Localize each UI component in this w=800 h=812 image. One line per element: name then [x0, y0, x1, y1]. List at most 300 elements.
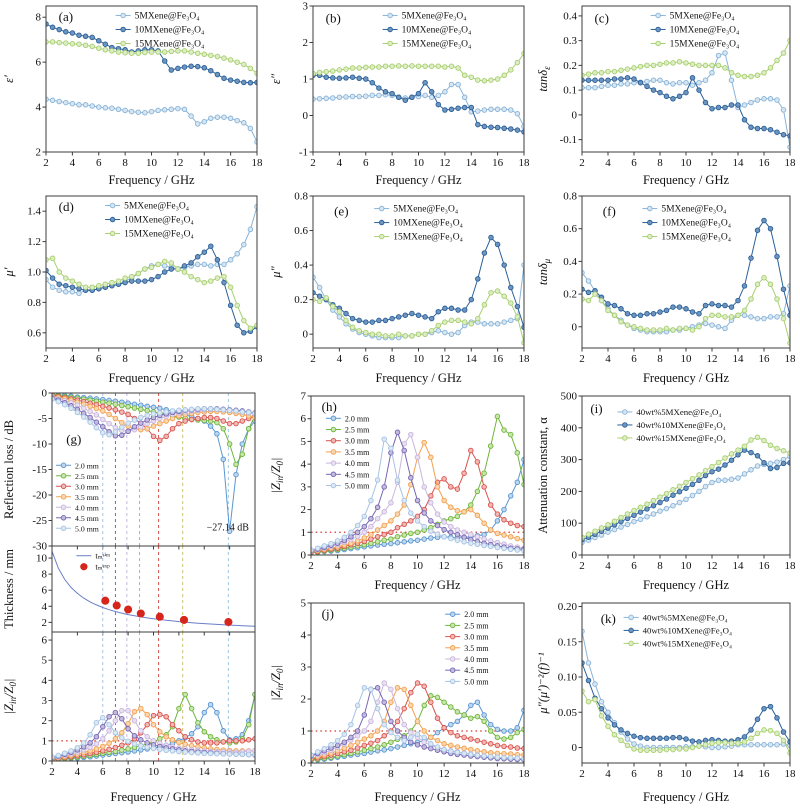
data-point: [158, 747, 163, 752]
data-point: [101, 404, 106, 409]
data-point: [443, 65, 448, 70]
data-point: [396, 332, 401, 337]
data-point: [129, 109, 134, 114]
y-tick-label: 6: [41, 584, 47, 597]
data-point: [389, 541, 394, 546]
data-point: [429, 64, 434, 69]
data-point: [495, 322, 500, 327]
data-point: [383, 334, 388, 339]
data-point: [612, 303, 617, 308]
data-point: [456, 66, 461, 71]
data-point: [189, 732, 194, 737]
data-point: [94, 735, 99, 740]
x-tick-label: 18: [251, 353, 263, 365]
data-point: [215, 432, 220, 437]
data-point: [390, 91, 395, 96]
legend-label: 2.0 mm: [344, 414, 370, 424]
data-point: [645, 328, 650, 333]
data-point: [716, 53, 721, 58]
data-point: [710, 323, 715, 328]
x-tick-label: 14: [465, 768, 477, 780]
data-point: [435, 716, 440, 721]
data-point: [677, 305, 682, 310]
data-point: [324, 96, 329, 101]
data-point: [329, 541, 334, 546]
data-point: [435, 512, 440, 517]
data-point: [410, 311, 415, 316]
data-point: [749, 315, 754, 320]
data-point: [88, 741, 93, 746]
data-point: [423, 93, 428, 98]
plot-area: [580, 38, 793, 149]
data-point: [690, 83, 695, 88]
data-point: [502, 428, 507, 433]
data-point: [599, 71, 604, 76]
x-tick-label: 8: [389, 157, 395, 169]
panel-letter: (a): [58, 8, 74, 24]
data-point: [375, 738, 380, 743]
y-axis-label: ε″: [269, 73, 283, 85]
legend-marker: [450, 634, 455, 639]
legend-marker: [656, 27, 661, 32]
data-point: [415, 732, 420, 737]
data-point: [77, 33, 82, 38]
data-point: [180, 616, 187, 623]
data-point: [113, 430, 118, 435]
data-point: [736, 73, 741, 78]
data-point: [123, 108, 128, 113]
x-tick-label: 14: [198, 766, 210, 778]
data-point: [625, 76, 630, 81]
data-point: [449, 107, 454, 112]
data-point: [455, 532, 460, 537]
data-point: [389, 537, 394, 542]
data-point: [382, 485, 387, 490]
data-point: [703, 484, 708, 489]
data-point: [697, 63, 702, 68]
plot-area: [580, 432, 793, 545]
data-point: [221, 419, 226, 424]
data-point: [416, 64, 421, 69]
data-point: [222, 262, 227, 267]
legend-marker: [623, 423, 628, 428]
data-point: [716, 745, 721, 750]
data-point: [83, 285, 88, 290]
data-point: [331, 304, 336, 309]
legend-marker: [331, 438, 336, 443]
legend-marker: [450, 612, 455, 617]
data-point: [101, 424, 106, 429]
data-point: [422, 440, 427, 445]
data-point: [370, 332, 375, 337]
panel-letter: (g): [66, 431, 82, 447]
data-point: [475, 700, 480, 705]
data-point: [315, 750, 320, 755]
data-point: [697, 311, 702, 316]
figure-panel-j: [267, 595, 534, 812]
data-point: [240, 739, 245, 744]
data-point: [415, 498, 420, 503]
data-point: [625, 323, 630, 328]
data-point: [189, 706, 194, 711]
data-point: [469, 503, 474, 508]
data-point: [113, 745, 118, 750]
x-tick-label: 4: [336, 353, 343, 365]
data-point: [362, 514, 367, 519]
data-point: [227, 752, 232, 757]
data-point: [182, 107, 187, 112]
data-point: [145, 413, 150, 418]
data-point: [377, 318, 382, 323]
legend-label: 4.5 mm: [75, 513, 99, 523]
x-tick-label: 10: [680, 560, 692, 572]
data-point: [402, 448, 407, 453]
data-point: [651, 311, 656, 316]
data-point: [145, 735, 150, 740]
data-point: [75, 410, 80, 415]
data-point: [664, 94, 669, 99]
x-tick-label: 14: [198, 157, 210, 169]
x-tick-label: 4: [605, 768, 611, 780]
x-tick-label: 14: [732, 353, 744, 365]
data-point: [422, 537, 427, 542]
data-point: [677, 747, 682, 752]
data-point: [749, 450, 754, 455]
data-point: [242, 318, 247, 323]
legend: [383, 11, 472, 49]
legend-label: 40wt%10MXene@Fe₃O₄: [636, 419, 726, 430]
legend-label: 2.5 mm: [464, 621, 489, 631]
data-point: [225, 618, 232, 625]
x-tick-label: 6: [361, 560, 367, 572]
data-point: [151, 424, 156, 429]
data-point: [389, 730, 394, 735]
data-point: [762, 316, 767, 321]
data-point: [645, 507, 650, 512]
data-point: [370, 320, 375, 325]
data-point: [449, 524, 454, 529]
data-point: [395, 706, 400, 711]
data-point: [94, 413, 99, 418]
data-point: [475, 535, 480, 540]
data-point: [684, 480, 689, 485]
data-point: [488, 729, 493, 734]
data-point: [342, 746, 347, 751]
data-point: [196, 751, 201, 756]
data-point: [335, 738, 340, 743]
data-point: [369, 734, 374, 739]
data-point: [189, 274, 194, 279]
data-point: [586, 72, 591, 77]
x-tick-label: 16: [758, 768, 770, 780]
data-point: [469, 75, 474, 80]
data-point: [189, 261, 194, 266]
data-point: [429, 735, 434, 740]
data-point: [749, 125, 754, 130]
data-point: [126, 429, 131, 434]
y-tick-label: 3: [300, 661, 306, 674]
y-tick-label: -30: [32, 540, 47, 553]
data-point: [77, 286, 82, 291]
plot-area: [309, 681, 527, 763]
data-point: [88, 409, 93, 414]
data-point: [508, 535, 513, 540]
data-point: [196, 407, 201, 412]
x-axis-label: Frequency / GHz: [642, 578, 730, 592]
data-point: [729, 305, 734, 310]
legend-marker: [648, 206, 653, 211]
data-point: [502, 533, 507, 538]
data-point: [768, 97, 773, 102]
data-point: [775, 460, 780, 465]
data-point: [228, 116, 233, 121]
legend-label: 15MXene@Fe₃O₄: [661, 232, 732, 243]
data-point: [658, 310, 663, 315]
data-point: [349, 748, 354, 753]
data-point: [164, 714, 169, 719]
data-point: [382, 523, 387, 528]
data-point: [195, 51, 200, 56]
data-point: [90, 44, 95, 49]
data-point: [126, 412, 131, 417]
data-point: [736, 298, 741, 303]
y-tick-label: 2: [41, 715, 47, 728]
data-point: [164, 410, 169, 415]
data-point: [742, 284, 747, 289]
y-tick-label: 7: [300, 390, 306, 403]
data-point: [355, 729, 360, 734]
data-point: [599, 699, 604, 704]
data-point: [475, 542, 480, 547]
data-point: [455, 528, 460, 533]
data-point: [215, 407, 220, 412]
data-point: [202, 52, 207, 57]
data-point: [156, 262, 161, 267]
data-point: [136, 271, 141, 276]
data-point: [475, 460, 480, 465]
series-b-0: [311, 82, 527, 129]
x-tick-label: 14: [732, 560, 744, 572]
data-point: [402, 540, 407, 545]
data-point: [489, 125, 494, 130]
x-tick-label: 8: [657, 157, 663, 169]
data-point: [762, 71, 767, 76]
data-point: [429, 742, 434, 747]
data-point: [429, 746, 434, 751]
data-point: [395, 686, 400, 691]
data-point: [482, 322, 487, 327]
data-point: [749, 100, 754, 105]
x-tick-label: 8: [657, 768, 663, 780]
data-point: [222, 280, 227, 285]
data-point: [56, 753, 61, 758]
data-point: [462, 308, 467, 313]
data-point: [126, 421, 131, 426]
series-f-0: [580, 271, 793, 335]
data-point: [671, 488, 676, 493]
data-point: [88, 745, 93, 750]
data-point: [162, 259, 167, 264]
data-point: [110, 49, 115, 54]
data-point: [482, 532, 487, 537]
data-point: [126, 405, 131, 410]
data-point: [469, 507, 474, 512]
y-axis-label: $|Z_{in}/Z_0|$: [269, 457, 285, 494]
data-point: [488, 503, 493, 508]
data-point: [202, 262, 207, 267]
data-point: [355, 703, 360, 708]
data-point: [362, 743, 367, 748]
legend-label: tₘᵉˣᵖ: [95, 562, 110, 572]
data-point: [208, 407, 213, 412]
data-point: [342, 740, 347, 745]
y-axis-label: μ″(μ′)⁻²(f)⁻¹: [536, 652, 550, 714]
data-point: [350, 75, 355, 80]
x-tick-label: 14: [465, 157, 477, 169]
data-point: [489, 78, 494, 83]
data-point: [50, 276, 55, 281]
data-point: [716, 325, 721, 330]
data-point: [389, 740, 394, 745]
data-point: [208, 415, 213, 420]
y-tick-label: 0.4: [294, 259, 308, 272]
data-point: [395, 735, 400, 740]
data-point: [736, 741, 741, 746]
data-point: [342, 535, 347, 540]
panel-letter: (f): [602, 203, 616, 219]
data-point: [362, 737, 367, 742]
data-point: [324, 75, 329, 80]
legend-label: 15MXene@Fe₃O₄: [134, 39, 205, 50]
x-tick-label: 2: [43, 157, 49, 169]
data-point: [436, 309, 441, 314]
y-tick-label: 3: [41, 695, 47, 708]
data-point: [377, 332, 382, 337]
data-point: [455, 538, 460, 543]
data-point: [126, 708, 131, 713]
data-point: [208, 751, 213, 756]
legend-marker: [61, 526, 66, 531]
data-point: [449, 705, 454, 710]
data-point: [344, 311, 349, 316]
legend-label: 5MXene@Fe₃O₄: [393, 204, 459, 215]
y-axis-label: tanδ$_\varepsilon$: [536, 66, 552, 92]
data-point: [671, 97, 676, 102]
data-point: [690, 745, 695, 750]
data-point: [317, 96, 322, 101]
y-tick-label: 0.8: [563, 190, 577, 203]
y-tick-label: 500: [560, 390, 577, 403]
data-point: [638, 505, 643, 510]
legend-marker: [121, 13, 126, 18]
data-point: [395, 535, 400, 540]
data-point: [482, 485, 487, 490]
data-point: [322, 544, 327, 549]
data-point: [586, 85, 591, 90]
panel-letter: (k): [600, 611, 616, 626]
data-point: [410, 64, 415, 69]
data-point: [103, 48, 108, 53]
data-point: [619, 320, 624, 325]
data-point: [234, 739, 239, 744]
data-point: [234, 409, 239, 414]
data-point: [710, 741, 715, 746]
data-point: [120, 403, 125, 408]
data-point: [355, 539, 360, 544]
y-tick-label: -10: [32, 438, 47, 451]
data-point: [703, 742, 708, 747]
data-point: [370, 65, 375, 70]
data-point: [612, 519, 617, 524]
panel-h-svg: [267, 388, 534, 595]
data-point: [222, 56, 227, 61]
data-point: [455, 487, 460, 492]
x-tick-label: 6: [631, 157, 637, 169]
data-point: [364, 320, 369, 325]
data-point: [502, 729, 507, 734]
data-point: [62, 402, 67, 407]
data-point: [120, 716, 125, 721]
x-tick-label: 10: [680, 768, 692, 780]
data-point: [202, 407, 207, 412]
data-point: [482, 521, 487, 526]
data-point: [710, 469, 715, 474]
data-point: [331, 69, 336, 74]
data-point: [382, 681, 387, 686]
data-point: [162, 59, 167, 64]
data-point: [456, 318, 461, 323]
data-point: [221, 408, 226, 413]
data-point: [710, 480, 715, 485]
y-tick-label: 0: [302, 110, 308, 122]
data-point: [710, 302, 715, 307]
data-point: [755, 282, 760, 287]
data-point: [768, 443, 773, 448]
data-point: [449, 530, 454, 535]
data-point: [690, 62, 695, 67]
data-point: [156, 108, 161, 113]
data-point: [625, 737, 630, 742]
data-point: [337, 68, 342, 73]
data-point: [202, 280, 207, 285]
data-point: [599, 298, 604, 303]
data-point: [455, 710, 460, 715]
data-point: [222, 76, 227, 81]
data-point: [762, 218, 767, 223]
x-tick-label: 2: [310, 353, 316, 365]
x-tick-label: 12: [706, 768, 718, 780]
data-point: [120, 743, 125, 748]
x-tick-label: 4: [334, 560, 341, 572]
data-point: [416, 91, 421, 96]
legend-marker: [61, 494, 66, 499]
data-point: [248, 126, 253, 131]
series-h-6: [309, 437, 527, 553]
data-point: [132, 424, 137, 429]
data-point: [651, 736, 656, 741]
data-point: [107, 722, 112, 727]
data-point: [177, 408, 182, 413]
data-point: [422, 735, 427, 740]
data-point: [768, 461, 773, 466]
data-point: [429, 90, 434, 95]
legend-marker: [61, 463, 66, 468]
plot-area: [311, 232, 527, 345]
data-point: [606, 523, 611, 528]
data-point: [151, 746, 156, 751]
data-point: [436, 93, 441, 98]
data-point: [57, 99, 62, 104]
